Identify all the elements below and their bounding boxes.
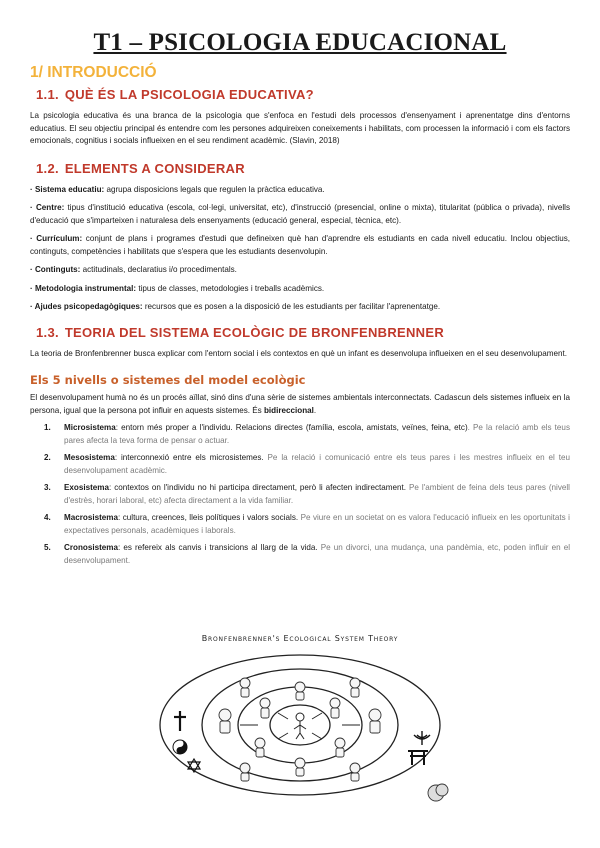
level-number: 4. (44, 513, 51, 522)
level-number: 3. (44, 483, 51, 492)
yin-yang-icon (173, 740, 187, 754)
element-item (30, 184, 570, 197)
level-example: Pe viure en un societat on es valora l'educació influeix en les oportunitats i expectatives personals, acadèmiques i laborals. (64, 513, 570, 535)
element-label: · Ajudes psicopedagògiques: (30, 302, 143, 311)
crescent-icon (410, 705, 420, 725)
element-item (30, 264, 570, 277)
subsection-heading-1-1 (36, 86, 570, 104)
level-text: : entorn més proper a l'individu. Relacions directes (família, escola, amistats, veïnes, feina, etc) (115, 423, 468, 432)
level-number: 1. (44, 423, 51, 432)
coin-icon (428, 784, 448, 801)
figure-caption: Bronfenbrenner's Ecological System Theory (201, 634, 399, 643)
level-example: Pe la relació i comunicació entre els teus pares i les mestres influeix en el teu desenvolupament acadèmic. (64, 453, 570, 475)
menorah-icon (414, 731, 430, 745)
ecological-diagram (150, 643, 450, 803)
intro-text: El desenvolupament humà no és un procés aïllat, sinó dins d'una sèrie de sistemes ambientals interconnectats. Cadascun dels sistemes influeix en la persona, igual que la persona pot influir en aquests sistemes. És (30, 393, 570, 415)
level-item (44, 542, 570, 567)
subsection-number: 1.2. (36, 160, 59, 176)
level-label: Mesosistema (64, 453, 115, 462)
level-text: : interconnexió entre els microsistemes. (114, 453, 264, 462)
paragraph-bronfenbrenner: La teoria de Bronfenbrenner busca explicar com l'entorn social i els contextos en què un infant es desenvolupa influeixen en el seu desenvolupament. (30, 348, 567, 358)
level-label: Cronosistema (64, 543, 118, 552)
level-item (44, 512, 570, 537)
subsection-number: 1.3. (36, 324, 59, 340)
level-item (44, 452, 570, 477)
level-text: : cultura, creences, lleis polítiques i valors socials. (118, 513, 299, 522)
element-text: agrupa disposicions legals que regulen la pràctica educativa. (104, 184, 325, 194)
element-label: · Metodologia instrumental: (30, 283, 137, 293)
element-label: · Currículum: (30, 234, 83, 243)
paragraph-sistemes-intro (30, 392, 570, 417)
level-number: 5. (44, 543, 51, 552)
element-text: tipus de classes, metodologies i treballs acadèmics. (136, 283, 325, 293)
level-text: : contextos on l'individu no hi participa directament, però li afecten indirectament. (109, 483, 407, 492)
level-example: Pe l'ambient de feina dels teus pares (nivell d'estrès, horari laboral, etc) afecta directament a la vida familiar. (64, 483, 570, 505)
level-label: Microsistema (64, 423, 116, 432)
level-label: Macrosistema (64, 513, 118, 522)
element-label: · Continguts: (30, 265, 81, 274)
element-text: conjunt de plans i programes d'estudi que defineixen què han d'aprendre els estudiants en cada nivell educatiu. Inclou objectius, continguts, competències i habilitats que s'espera que les estudiants desenvolupin. (30, 234, 570, 256)
ecological-system-figure (150, 634, 450, 804)
subsection-title: ELEMENTS A CONSIDERAR (64, 160, 245, 176)
intro-end: . (313, 405, 317, 415)
element-text: tipus d'institució educativa (escola, col·legi, universitat, etc), d'instrucció (presencial, online o mixta), titularitat (pública o privada), nivells d'educació que s'imparteixen i naturalesa dels ensenyaments (educació general, especial, tècnica, etc). (30, 203, 571, 225)
element-item (30, 233, 570, 258)
element-item (30, 301, 570, 314)
paragraph-psicologia-educativa: La psicologia educativa és una branca de la psicologia que s'enfoca en l'estudi dels processos d'ensenyament i aprenentatge dins d'entorns educatius. El seu objectiu principal és entendre com les persones adquireixen coneixements i habilitats, com processen la informació i com els factors emocionals, cognitius i socials influeixen en el seu rendiment acadèmic. (Slavin, 2018) (30, 111, 570, 145)
level-text: : es refereix als canvis i transicions al llarg de la vida. (117, 543, 318, 552)
level-example: . Pe la relació amb els teus pares afecta la teva forma de pensar o actuar. (64, 423, 570, 445)
child-figure (294, 713, 306, 739)
page-title: T1 – PSICOLOGIA EDUCACIONAL (93, 29, 507, 56)
element-text: recursos que es posen a la disposició de les estudiants per facilitar l'aprenentatge. (142, 302, 441, 311)
section-heading-introduccio: 1/ INTRODUCCIÓ (30, 64, 157, 81)
level-label: Exosistema (64, 483, 109, 492)
level-example: Pe un divorci, una mudança, una pandèmia, etc, poden influir en el desenvolupament. (64, 543, 570, 565)
heading-5-nivells: Els 5 nivells o sistemes del model ecològic (30, 373, 306, 387)
subsection-number: 1.1. (36, 87, 59, 102)
subsection-title: QUÈ ÉS LA PSICOLOGIA EDUCATIVA? (64, 87, 314, 102)
level-number: 2. (44, 453, 51, 462)
element-label: · Sistema educatiu: (30, 184, 105, 194)
subsection-heading-1-2 (36, 160, 570, 178)
element-item (30, 283, 570, 296)
levels-list (44, 422, 570, 567)
level-item (44, 422, 570, 447)
subsection-heading-1-3 (36, 324, 570, 342)
intro-emphasis: bidireccional (263, 405, 314, 415)
element-text: actitudinals, declaratius i/o procedimentals. (80, 265, 237, 274)
element-label: · Centre: (30, 203, 65, 212)
level-item (44, 482, 570, 507)
element-item (30, 202, 570, 227)
subsection-title: TEORIA DEL SISTEMA ECOLÒGIC DE BRONFENBRENNER (64, 324, 445, 340)
cross-icon (174, 711, 186, 731)
